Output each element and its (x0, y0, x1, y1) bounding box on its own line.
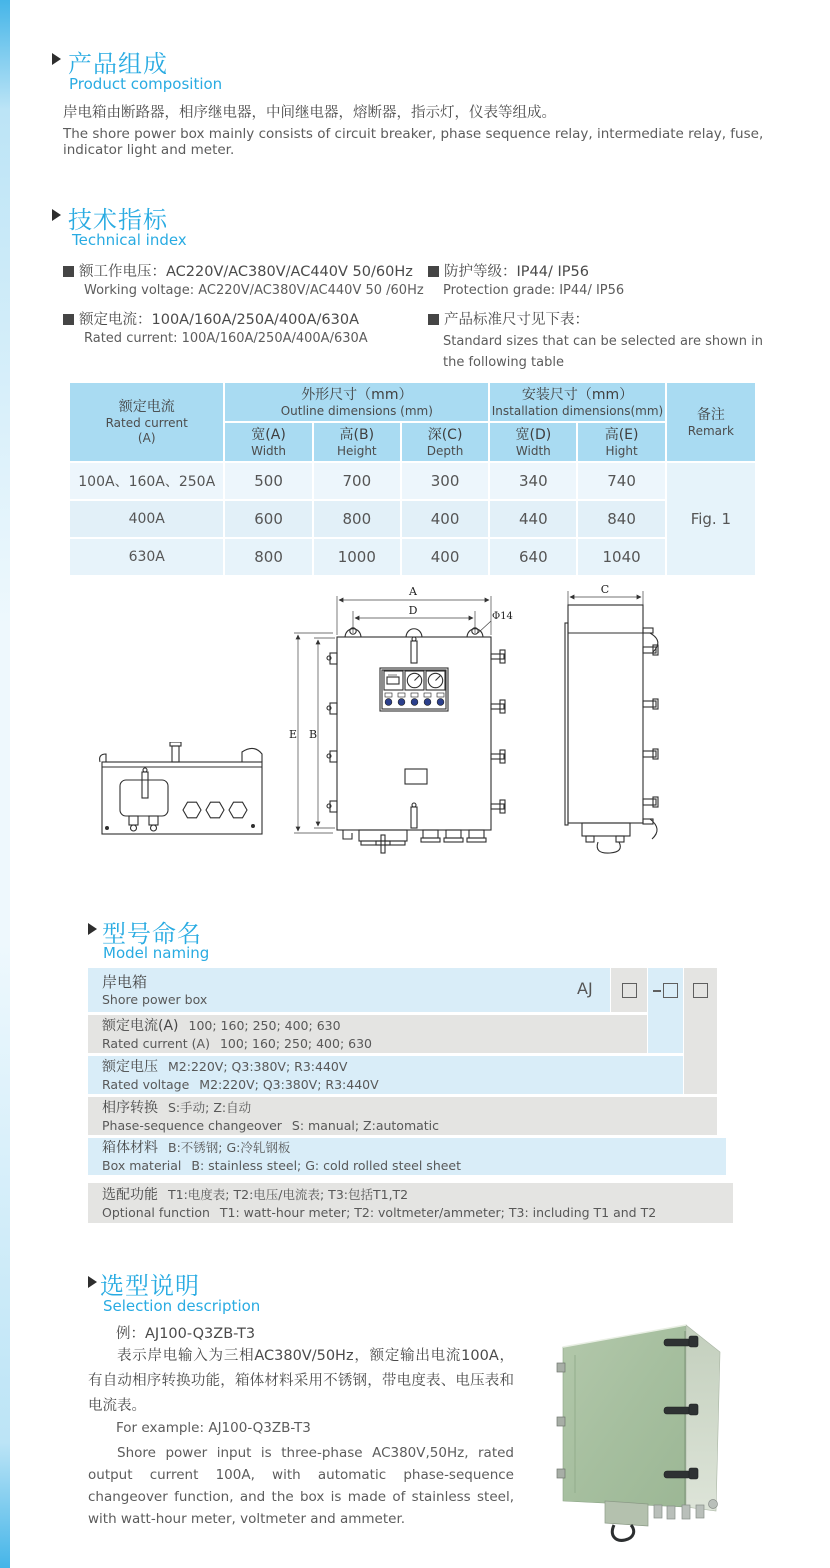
cell-width: 800 (224, 538, 312, 576)
naming-row-shore-power-box: 岸电箱 Shore power box (88, 968, 610, 1012)
code-box-voltage (653, 983, 678, 1002)
col-group-outline-dimensions: 外形尺寸（mm） Outline dimensions (mm) (224, 382, 489, 422)
bottom-hook (612, 1525, 633, 1540)
cell-depth: 400 (401, 500, 489, 538)
front-view-drawing (285, 583, 520, 879)
hole-diameter-label: Φ14 (492, 611, 513, 622)
section-title-composition: 产品组成 (68, 50, 168, 78)
section-subtitle-model-naming: Model naming (103, 944, 210, 962)
bottom-view-drawing (92, 742, 277, 866)
cable-gland-nuts (183, 802, 247, 818)
cell-remark: Fig. 1 (666, 462, 756, 576)
bottom-pedestal (605, 1501, 648, 1526)
selection-example-zh: 例：AJ100-Q3ZB-T3 (116, 1326, 256, 1342)
composition-text-zh: 岸电箱由断路器，相序继电器，中间继电器，熔断器，指示灯，仪表等组成。 (63, 105, 556, 121)
square-bullet-icon (428, 266, 439, 277)
code-column-voltage (648, 968, 683, 1053)
cell-height: 700 (313, 462, 401, 500)
dim-label-e: E (289, 728, 298, 741)
naming-row-optional-function: 选配功能 T1:电度表; T2:电压/电流表; T3:包括T1,T2 Optional function T1: watt-hour meter; T2: voltmeter/ammeter; T3: including T1 and T2 (88, 1183, 733, 1223)
cell-current: 400A (69, 500, 224, 538)
subheader-hight-e: 高(E) Hight (577, 422, 665, 462)
col-header-rated-current: 额定电流 Rated current (A) (69, 382, 224, 462)
section-bullet-icon (88, 923, 97, 935)
spec-rated-current-en: Rated current: 100A/160A/250A/400A/630A (84, 331, 368, 346)
cell-width: 600 (224, 500, 312, 538)
dim-label-a: A (409, 585, 417, 598)
square-bullet-icon (63, 266, 74, 277)
cabinet-front-face (563, 1325, 686, 1507)
cabinet-side-face (686, 1325, 720, 1511)
model-code-prefix: AJ (577, 979, 593, 998)
section-subtitle-selection: Selection description (103, 1297, 261, 1315)
section-title-model-naming: 型号命名 (102, 920, 202, 948)
cell-current: 100A、160A、250A (69, 462, 224, 500)
naming-row-phase-sequence: 相序转换 S:手动; Z:自动 Phase-sequence changeover S: manual; Z:automatic (88, 1097, 717, 1135)
spec-standard-size-zh: 产品标准尺寸见下表： (428, 308, 589, 329)
cell-install-width: 440 (489, 500, 577, 538)
instrument-panel (380, 668, 448, 711)
dim-label-c: C (600, 583, 610, 596)
side-view-drawing (552, 583, 672, 887)
code-box-current (622, 983, 637, 1002)
section-title-technical: 技术指标 (68, 206, 168, 234)
col-header-remark: 备注 Remark (666, 382, 756, 462)
spec-working-voltage-zh: 额工作电压：AC220V/AC380V/AC440V 50/60Hz (63, 260, 413, 281)
section-bullet-icon (52, 53, 61, 65)
left-edge-accent-strip (0, 0, 10, 1568)
subheader-width-a: 宽(A) Width (224, 422, 312, 462)
square-bullet-icon (428, 314, 439, 325)
spec-working-voltage-en: Working voltage: AC220V/AC380V/AC440V 50 /60Hz (84, 283, 424, 298)
cable-glands (421, 830, 486, 842)
dim-label-b: B (309, 728, 318, 741)
naming-row-rated-voltage: 额定电压 M2:220V; Q3:380V; R3:440V Rated voltage M2:220V; Q3:380V; R3:440V (88, 1056, 683, 1094)
section-bullet-icon (88, 1276, 97, 1288)
model-naming-diagram (88, 968, 733, 1230)
subheader-depth-c: 深(C) Depth (401, 422, 489, 462)
spec-protection-grade-en: Protection grade: IP44/ IP56 (443, 283, 625, 298)
selection-example-en: For example: AJ100-Q3ZB-T3 (116, 1420, 311, 1436)
subheader-height-b: 高(B) Height (313, 422, 401, 462)
spec-rated-current-zh: 额定电流：100A/160A/250A/400A/630A (63, 308, 359, 329)
cell-install-height: 740 (577, 462, 665, 500)
dimension-table (68, 381, 757, 577)
cell-depth: 400 (401, 538, 489, 576)
latch-icons (643, 628, 658, 839)
composition-text-en: The shore power box mainly consists of circuit breaker, phase sequence relay, intermediate relay, fuse, indicator light and meter. (63, 126, 764, 158)
section-subtitle-technical: Technical index (72, 231, 187, 249)
cell-depth: 300 (401, 462, 489, 500)
code-box-option (693, 983, 708, 1002)
subheader-width-d: 宽(D) Width (489, 422, 577, 462)
product-photo (548, 1295, 798, 1559)
naming-row-rated-current: 额定电流(A) 100; 160; 250; 400; 630 Rated current (A) 100; 160; 250; 400; 630 (88, 1015, 647, 1053)
dim-label-d: D (408, 604, 418, 617)
naming-row-box-material: 箱体材料 B:不锈钢; G:冷轧钢板 Box material B: stainless steel; G: cold rolled steel sheet (88, 1138, 726, 1175)
spec-standard-size-en: Standard sizes that can be selected are shown in the following table (443, 334, 763, 370)
cell-width: 500 (224, 462, 312, 500)
cell-height: 1000 (313, 538, 401, 576)
hinge-icons (327, 653, 337, 812)
col-group-installation-dimensions: 安装尺寸（mm） Installation dimensions(mm) (489, 382, 666, 422)
cell-install-height: 1040 (577, 538, 665, 576)
table-row (69, 462, 756, 500)
section-subtitle-composition: Product composition (69, 75, 223, 93)
cell-current: 630A (69, 538, 224, 576)
cell-install-height: 840 (577, 500, 665, 538)
cell-height: 800 (313, 500, 401, 538)
spec-protection-grade-zh: 防护等级：IP44/ IP56 (428, 260, 589, 281)
table-row (69, 500, 756, 538)
section-title-selection: 选型说明 (100, 1272, 200, 1300)
table-row (69, 538, 756, 576)
dash-icon (653, 990, 661, 992)
section-bullet-icon (52, 209, 61, 221)
selection-description-zh: 表示岸电输入为三相AC380V/50Hz，额定输出电流100A，有自动相序转换功能，箱体材料采用不锈钢，带电度表、电压表和电流表。 (88, 1348, 514, 1414)
cell-install-width: 640 (489, 538, 577, 576)
selection-description-en: Shore power input is three-phase AC380V,50Hz, rated output current 100A, with automatic phase-sequence changeover function, and the box is made of stainless steel, with watt-hour meter, voltmeter and ammeter. (88, 1445, 514, 1527)
cell-install-width: 340 (489, 462, 577, 500)
latch-icons (491, 650, 505, 813)
square-bullet-icon (63, 314, 74, 325)
